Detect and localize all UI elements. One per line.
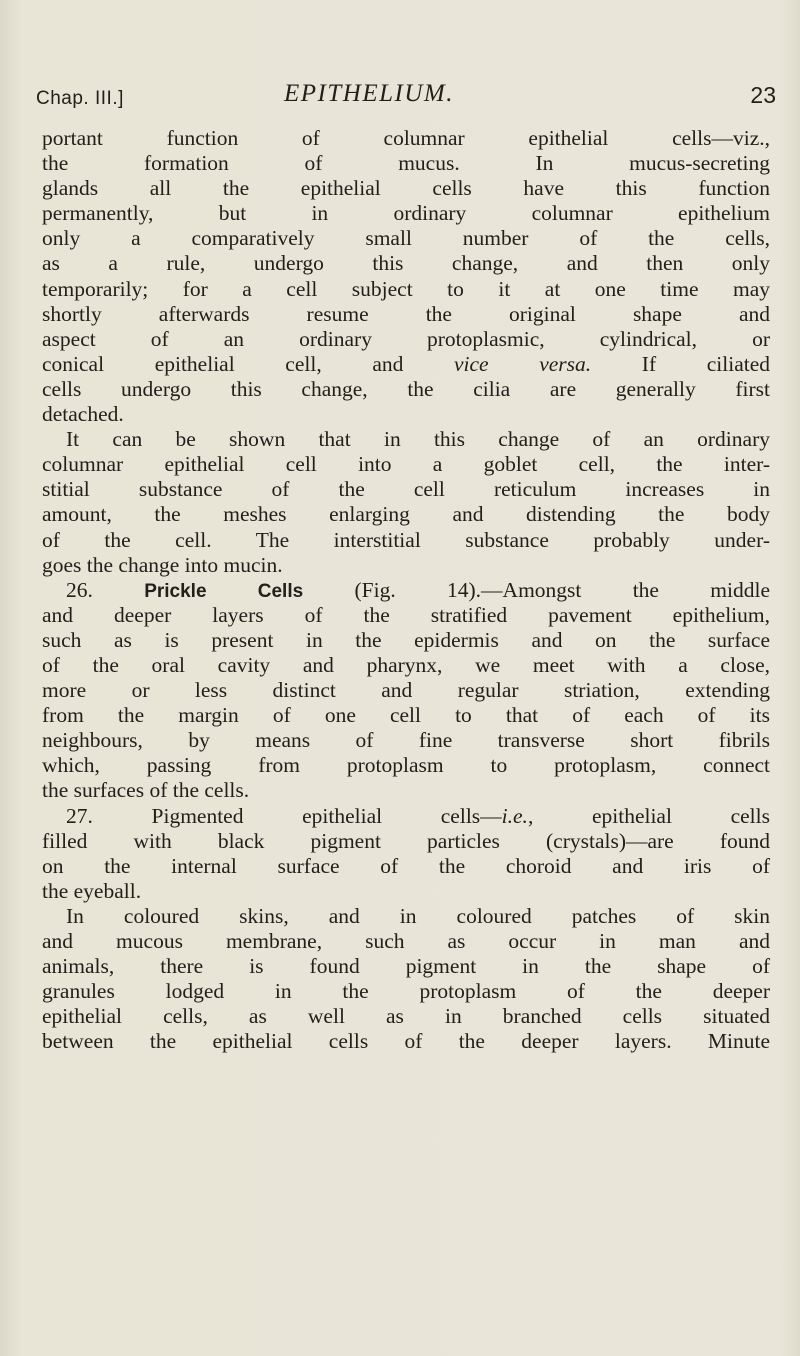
- section-title: Prickle Cells: [144, 580, 304, 602]
- text-line: only a comparatively small number of the cells,: [42, 226, 770, 251]
- section-27-heading-line: [42, 804, 770, 829]
- text-line: granules lodged in the protoplasm of the deeper: [42, 979, 770, 1004]
- text-line: glands all the epithelial cells have this function: [42, 176, 770, 201]
- text-line: such as is present in the epidermis and on the surface: [42, 627, 770, 652]
- text-fragment: If ciliated: [591, 351, 770, 376]
- text-line: permanently, but in ordinary columnar epithelium: [42, 201, 770, 226]
- text-fragment: (Fig. 14).—Amongst the middle: [303, 577, 771, 602]
- text-line: neighbours, by means of fine transverse short fibrils: [42, 728, 770, 753]
- text-line: detached.: [42, 402, 124, 427]
- text-line: aspect of an ordinary protoplasmic, cylindrical, or: [42, 326, 770, 351]
- page-number: 23: [750, 82, 776, 108]
- section-number: 27.: [66, 803, 93, 828]
- section-26-heading-line: [42, 578, 770, 603]
- text-line: cells undergo this change, the cilia are generally first: [42, 376, 770, 401]
- italic-term: vice versa.: [454, 351, 592, 376]
- text-line: on the internal surface of the choroid and iris of: [42, 853, 770, 878]
- text-line: and deeper layers of the stratified pavement epithelium,: [42, 602, 770, 627]
- text-line: portant function of columnar epithelial cells—viz.,: [42, 126, 770, 150]
- text-line: [42, 352, 770, 377]
- text-line: of the cell. The interstitial substance probably under-: [42, 527, 770, 552]
- text-line: animals, there is found pigment in the shape of: [42, 954, 770, 979]
- text-line: between the epithelial cells of the deeper layers. Minute: [42, 1029, 770, 1054]
- text-line: as a rule, undergo this change, and then only: [42, 251, 770, 276]
- page-heading: EPITHELIUM.: [284, 80, 454, 107]
- text-line: In coloured skins, and in coloured patches of skin: [66, 903, 770, 928]
- body-text: [42, 126, 770, 1054]
- text-line: stitial substance of the cell reticulum increases in: [42, 477, 770, 502]
- text-line: goes the change into mucin.: [42, 552, 283, 577]
- text-line: columnar epithelial cell into a goblet cell, the inter-: [42, 452, 770, 477]
- section-number: 26.: [66, 577, 93, 602]
- text-line: epithelial cells, as well as in branched cells situated: [42, 1004, 770, 1029]
- chapter-label: Chap. III.]: [36, 88, 124, 109]
- text-line: and mucous membrane, such as occur in man and: [42, 929, 770, 953]
- text-line: filled with black pigment particles (crystals)—are found: [42, 828, 770, 853]
- text-line: the eyeball.: [42, 878, 142, 903]
- text-fragment: , epithelial cells: [527, 803, 770, 828]
- text-line: the surfaces of the cells.: [42, 778, 250, 803]
- text-line: of the oral cavity and pharynx, we meet with a close,: [42, 652, 770, 677]
- text-line: amount, the meshes enlarging and distending the body: [42, 502, 770, 527]
- text-line: It can be shown that in this change of an ordinary: [66, 427, 770, 452]
- text-fragment: conical epithelial cell, and: [42, 351, 404, 376]
- text-line: more or less distinct and regular striation, extending: [42, 678, 770, 703]
- text-line: from the margin of one cell to that of each of its: [42, 703, 770, 728]
- text-line: the formation of mucus. In mucus-secreting: [42, 151, 770, 176]
- text-line: temporarily; for a cell subject to it at one time may: [42, 276, 770, 301]
- italic-term: i.e.: [501, 803, 528, 828]
- text-line: shortly afterwards resume the original shape and: [42, 301, 770, 326]
- running-header: [36, 78, 776, 114]
- text-line: which, passing from protoplasm to protoplasm, connect: [42, 753, 770, 778]
- text-fragment: Pigmented epithelial cells—: [92, 803, 502, 828]
